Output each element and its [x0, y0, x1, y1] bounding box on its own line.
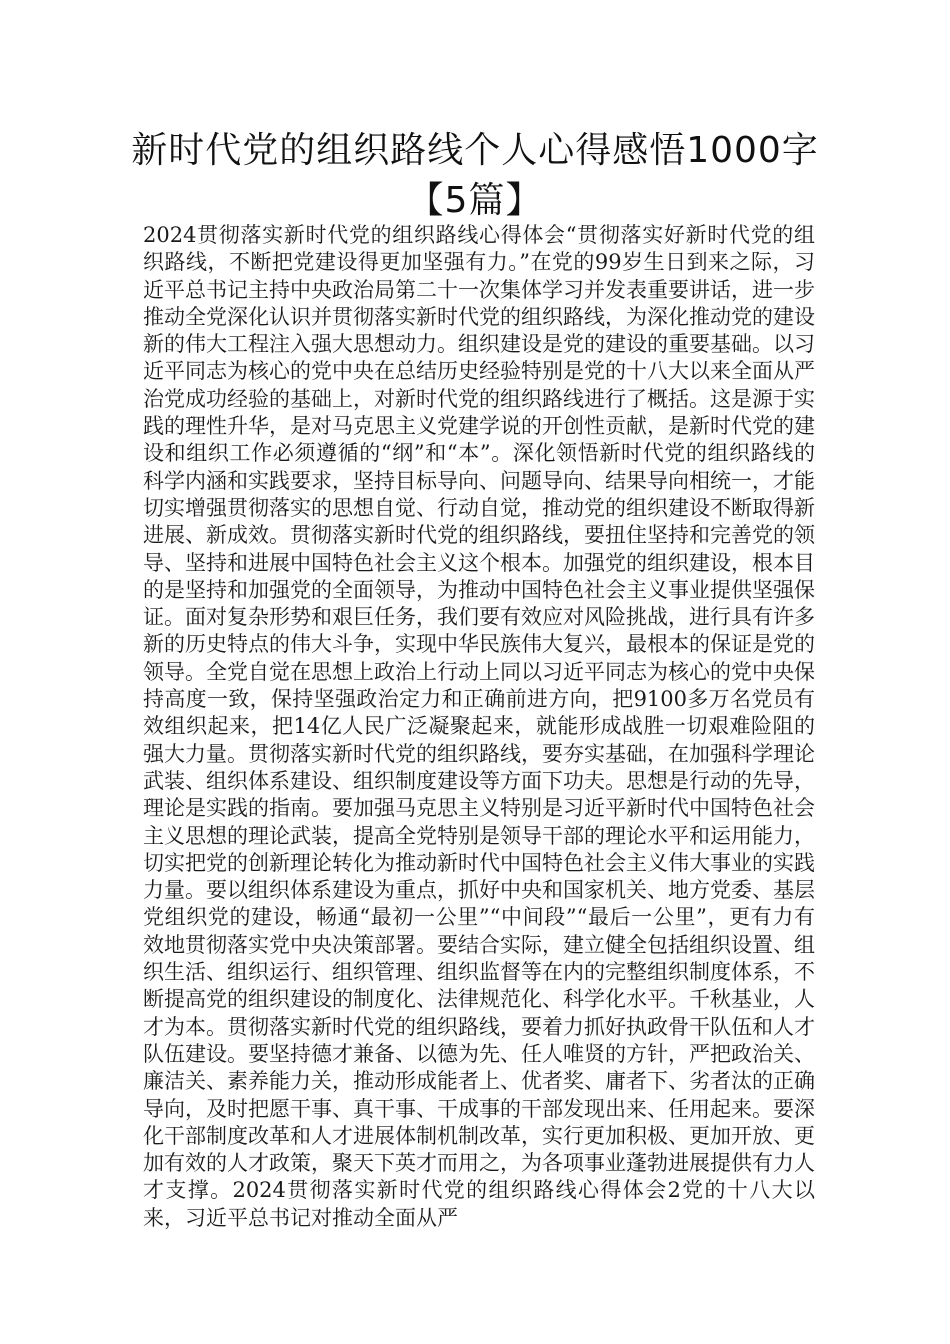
- document-body-text: 2024贯彻落实新时代党的组织路线心得体会“贯彻落实好新时代党的组织路线，不断把党建设得更加坚强有力。”在党的99岁生日到来之际，习近平总书记主持中央政治局第二十一次集体学习并发表重要讲话，进一步推动全党深化认识并贯彻落实新时代党的组织路线，为深化推动党的建设新的伟大工程注入强大思想动力。组织建设是党的建设的重要基础。以习近平同志为核心的党中央在总结历史经验特别是党的十八大以来全面从严治党成功经验的基础上，对新时代党的组织路线进行了概括。这是源于实践的理性升华，是对马克思主义党建学说的开创性贡献，是新时代党的建设和组织工作必须遵循的“纲”和“本”。深化领悟新时代党的组织路线的科学内涵和实践要求，坚持目标导向、问题导向、结果导向相统一，才能切实增强贯彻落实的思想自觉、行动自觉，推动党的组织建设不断取得新进展、新成效。贯彻落实新时代党的组织路线，要扭住坚持和完善党的领导、坚持和进展中国特色社会主义这个根本。加强党的组织建设，根本目的是坚持和加强党的全面领导，为推动中国特色社会主义事业提供坚强保证。面对复杂形势和艰巨任务，我们要有效应对风险挑战，进行具有许多新的历史特点的伟大斗争，实现中华民族伟大复兴，最根本的保证是党的领导。全党自觉在思想上政治上行动上同以习近平同志为核心的党中央保持高度一致，保持坚强政治定力和正确前进方向，把9100多万名党员有效组织起来，把14亿人民广泛凝聚起来，就能形成战胜一切艰难险阻的强大力量。贯彻落实新时代党的组织路线，要夯实基础，在加强科学理论武装、组织体系建设、组织制度建设等方面下功夫。思想是行动的先导，理论是实践的指南。要加强马克思主义特别是习近平新时代中国特色社会主义思想的理论武装，提高全党特别是领导干部的理论水平和运用能力，切实把党的创新理论转化为推动新时代中国特色社会主义伟大事业的实践力量。要以组织体系建设为重点，抓好中央和国家机关、地方党委、基层党组织党的建设，畅通“最初一公里”“中间段”“最后一公里”，更有力有效地贯彻落实党中央决策部署。要结合实际，建立健全包括组织设置、组织生活、组织运行、组织管理、组织监督等在内的完整组织制度体系，不断提高党的组织建设的制度化、法律规范化、科学化水平。千秋基业，人才为本。贯彻落实新时代党的组织路线，要着力抓好执政骨干队伍和人才队伍建设。要坚持德才兼备、以德为先、任人唯贤的方针，严把政治关、廉洁关、素养能力关，推动形成能者上、优者奖、庸者下、劣者汰的正确导向，及时把愿干事、真干事、干成事的干部发现出来、任用起来。要深化干部制度改革和人才进展体制机制改革，实行更加积极、更加开放、更加有效的人才政策，聚天下英才而用之，为各项事业蓬勃进展提供有力人才支撑。2024贯彻落实新时代党的组织路线心得体会2党的十八大以来，习近平总书记对推动全面从严: [143, 223, 815, 1230]
- document-title: 新时代党的组织路线个人心得感悟1000字【5篇】: [131, 130, 819, 221]
